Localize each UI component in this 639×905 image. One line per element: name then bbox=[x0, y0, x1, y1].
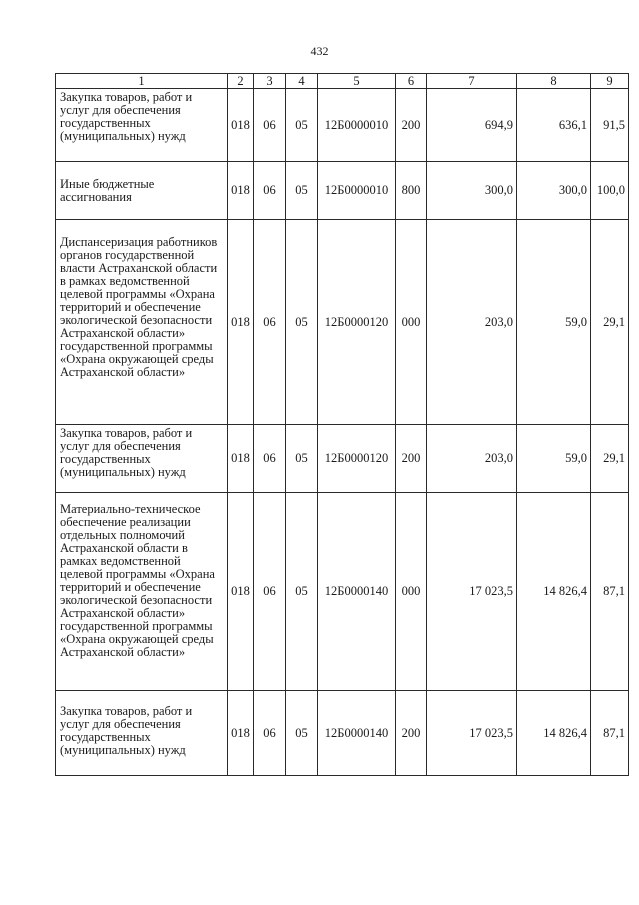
cell-csr: 12Б0000010 bbox=[318, 162, 396, 220]
col-header: 2 bbox=[228, 74, 254, 89]
cell-plan: 203,0 bbox=[427, 425, 517, 493]
cell-csr: 12Б0000010 bbox=[318, 89, 396, 162]
col-header: 6 bbox=[396, 74, 427, 89]
cell-plan: 17 023,5 bbox=[427, 493, 517, 691]
table-row bbox=[56, 691, 629, 776]
cell-vr: 200 bbox=[396, 89, 427, 162]
cell-pr: 05 bbox=[286, 493, 318, 691]
cell-plan: 694,9 bbox=[427, 89, 517, 162]
cell-csr: 12Б0000120 bbox=[318, 220, 396, 425]
cell-pr: 05 bbox=[286, 425, 318, 493]
cell-ved: 018 bbox=[228, 425, 254, 493]
cell-vr: 000 bbox=[396, 220, 427, 425]
row-name: Иные бюджетные ассигнования bbox=[56, 162, 228, 220]
cell-rz: 06 bbox=[254, 220, 286, 425]
cell-ved: 018 bbox=[228, 89, 254, 162]
cell-ved: 018 bbox=[228, 493, 254, 691]
row-name: Закупка товаров, работ и услуг для обеспечения государственных (муниципальных) нужд bbox=[56, 89, 228, 162]
cell-csr: 12Б0000120 bbox=[318, 425, 396, 493]
cell-fact: 14 826,4 bbox=[517, 691, 591, 776]
col-header: 7 bbox=[427, 74, 517, 89]
cell-vr: 200 bbox=[396, 425, 427, 493]
col-header: 3 bbox=[254, 74, 286, 89]
cell-csr: 12Б0000140 bbox=[318, 493, 396, 691]
budget-table bbox=[55, 73, 629, 776]
col-header: 4 bbox=[286, 74, 318, 89]
cell-pr: 05 bbox=[286, 162, 318, 220]
cell-rz: 06 bbox=[254, 89, 286, 162]
col-header: 1 bbox=[56, 74, 228, 89]
col-header: 8 bbox=[517, 74, 591, 89]
table-row bbox=[56, 493, 629, 691]
cell-fact: 59,0 bbox=[517, 220, 591, 425]
table-row bbox=[56, 89, 629, 162]
cell-ved: 018 bbox=[228, 162, 254, 220]
row-name: Закупка товаров, работ и услуг для обеспечения государственных (муниципальных) нужд bbox=[56, 425, 228, 493]
cell-rz: 06 bbox=[254, 493, 286, 691]
cell-pr: 05 bbox=[286, 89, 318, 162]
col-header: 5 bbox=[318, 74, 396, 89]
cell-pct: 91,5 bbox=[591, 89, 629, 162]
cell-vr: 800 bbox=[396, 162, 427, 220]
cell-fact: 59,0 bbox=[517, 425, 591, 493]
cell-pct: 100,0 bbox=[591, 162, 629, 220]
table-row bbox=[56, 162, 629, 220]
cell-plan: 300,0 bbox=[427, 162, 517, 220]
cell-csr: 12Б0000140 bbox=[318, 691, 396, 776]
page-number: 432 bbox=[310, 44, 329, 58]
cell-fact: 300,0 bbox=[517, 162, 591, 220]
cell-vr: 000 bbox=[396, 493, 427, 691]
cell-fact: 14 826,4 bbox=[517, 493, 591, 691]
cell-plan: 17 023,5 bbox=[427, 691, 517, 776]
cell-rz: 06 bbox=[254, 162, 286, 220]
cell-pct: 87,1 bbox=[591, 691, 629, 776]
cell-pct: 87,1 bbox=[591, 493, 629, 691]
table-row bbox=[56, 220, 629, 425]
cell-pct: 29,1 bbox=[591, 220, 629, 425]
cell-ved: 018 bbox=[228, 691, 254, 776]
cell-rz: 06 bbox=[254, 691, 286, 776]
table-header-row bbox=[56, 74, 629, 89]
cell-vr: 200 bbox=[396, 691, 427, 776]
cell-fact: 636,1 bbox=[517, 89, 591, 162]
cell-rz: 06 bbox=[254, 425, 286, 493]
cell-pr: 05 bbox=[286, 220, 318, 425]
cell-plan: 203,0 bbox=[427, 220, 517, 425]
table-row bbox=[56, 425, 629, 493]
col-header: 9 bbox=[591, 74, 629, 89]
row-name: Диспансеризация работников органов государственной власти Астраханской области в рамках ведомственной целевой программы «Охрана территорий и обеспечение экологической безопасности Астраханской области» государственной программы «Охрана окружающей среды Астраханской области» bbox=[56, 220, 228, 425]
row-name: Закупка товаров, работ и услуг для обеспечения государственных (муниципальных) нужд bbox=[56, 691, 228, 776]
cell-pct: 29,1 bbox=[591, 425, 629, 493]
cell-ved: 018 bbox=[228, 220, 254, 425]
cell-pr: 05 bbox=[286, 691, 318, 776]
row-name: Материально-техническое обеспечение реализации отдельных полномочий Астраханской области в рамках ведомственной целевой программы «Охрана территорий и обеспечение экологической безопасности Астраханской области» государственной программы «Охрана окружающей среды Астраханской области» bbox=[56, 493, 228, 691]
